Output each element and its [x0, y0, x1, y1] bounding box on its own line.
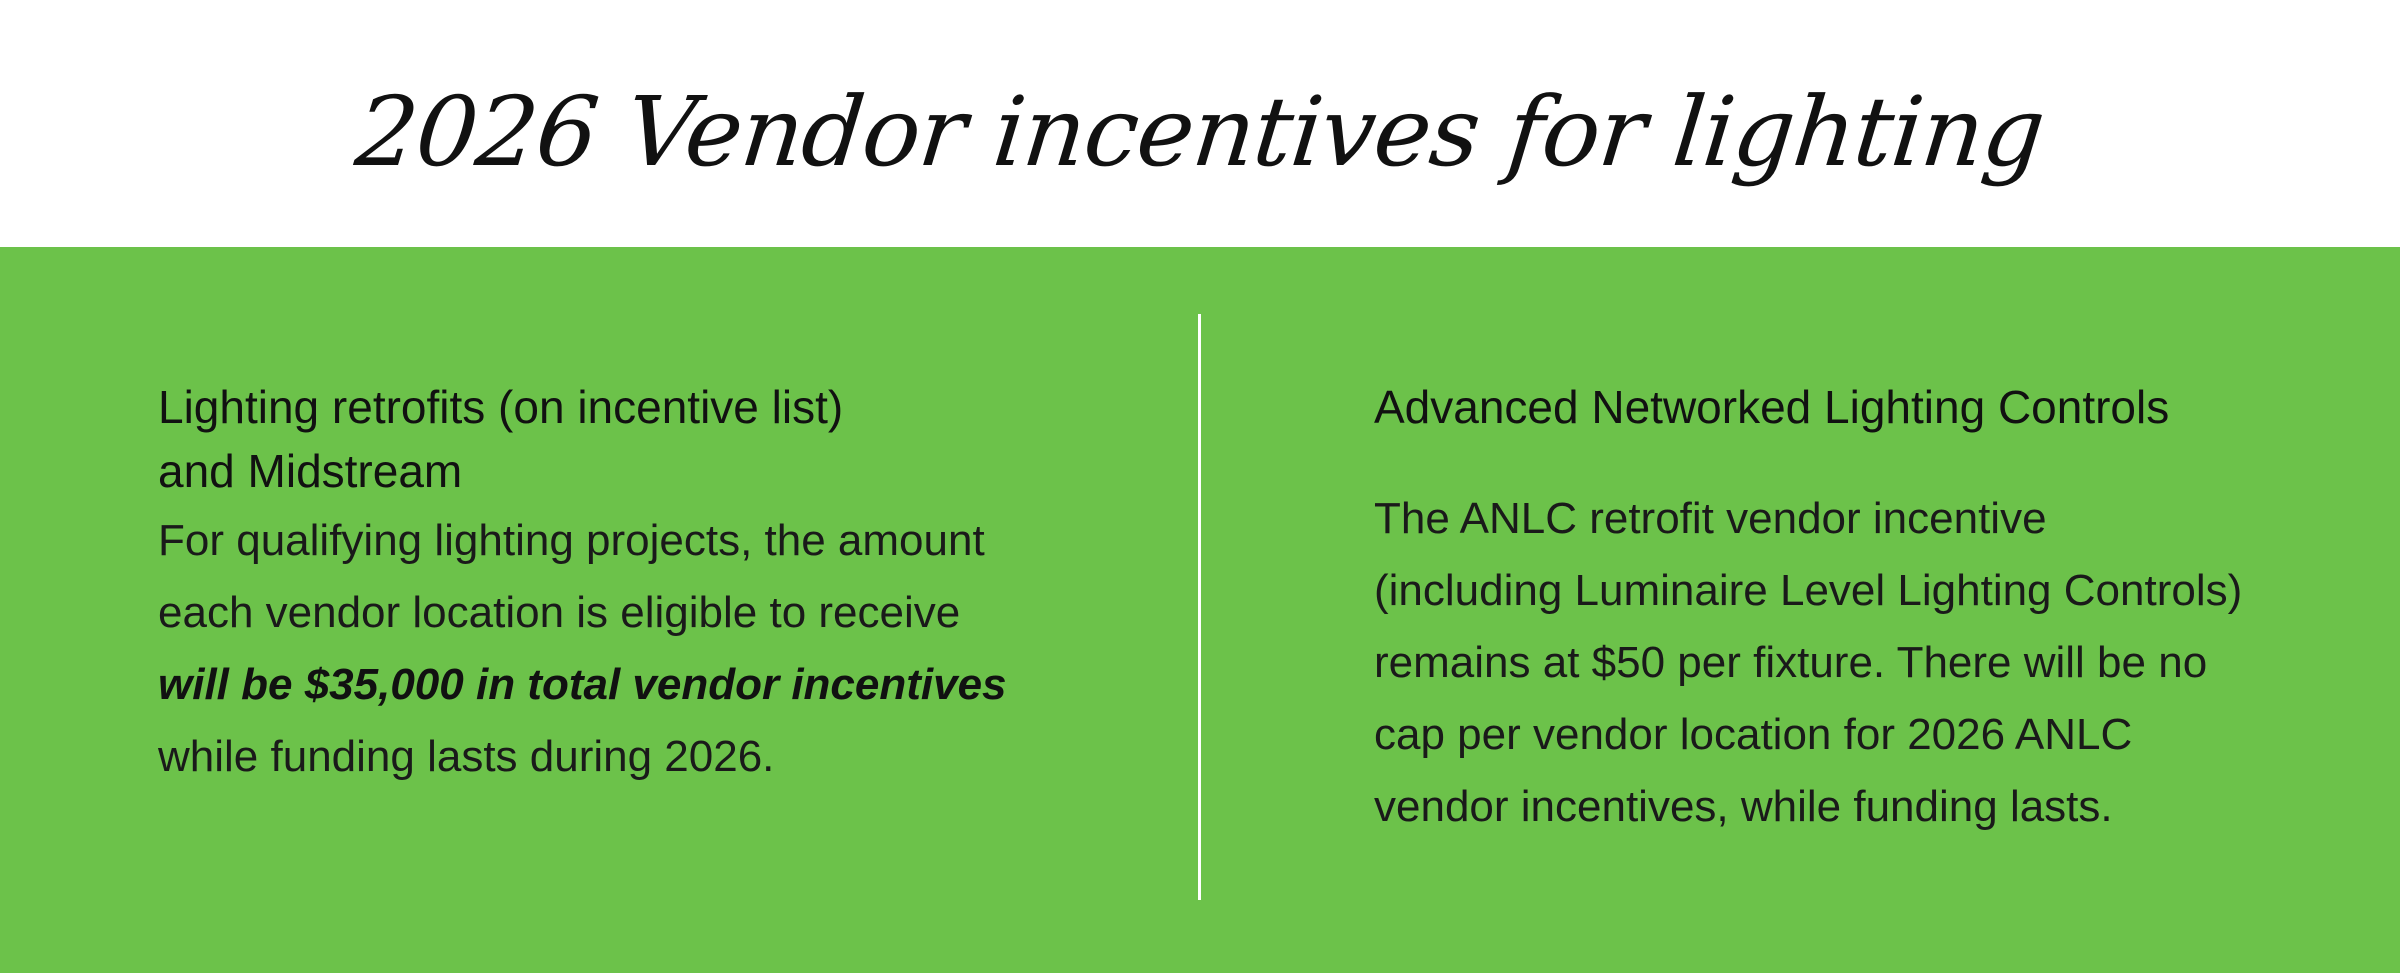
left-column-body — [158, 505, 1078, 793]
left-body-line-1: For qualifying lighting projects, the amount — [158, 516, 985, 565]
left-column-heading — [158, 375, 1078, 503]
page-title: 2026 Vendor incentives for lighting — [350, 76, 2050, 188]
left-body-line-2: each vendor location is eligible to receive — [158, 588, 961, 637]
right-body-line-1: The ANLC retrofit vendor incentive — [1374, 494, 2047, 543]
column-divider — [1198, 314, 1201, 900]
left-heading-line-2: and Midstream — [158, 445, 463, 497]
right-body-line-5: vendor incentives, while funding lasts. — [1374, 782, 2113, 831]
header — [0, 0, 2400, 247]
left-body-line-4: while funding lasts during 2026. — [158, 732, 775, 781]
right-body-line-3: remains at $50 per fixture. There will be no — [1374, 638, 2208, 687]
right-column-body — [1374, 483, 2274, 843]
right-column-heading: Advanced Networked Lighting Controls — [1374, 381, 2170, 433]
incentive-amount-emphasis: will be $35,000 in total vendor incentives — [158, 660, 1007, 709]
right-column — [1374, 375, 2274, 843]
right-body-line-2: (including Luminaire Level Lighting Controls) — [1374, 566, 2243, 615]
left-column — [158, 375, 1078, 793]
right-body-line-4: cap per vendor location for 2026 ANLC — [1374, 710, 2133, 759]
left-heading-line-1: Lighting retrofits (on incentive list) — [158, 381, 844, 433]
